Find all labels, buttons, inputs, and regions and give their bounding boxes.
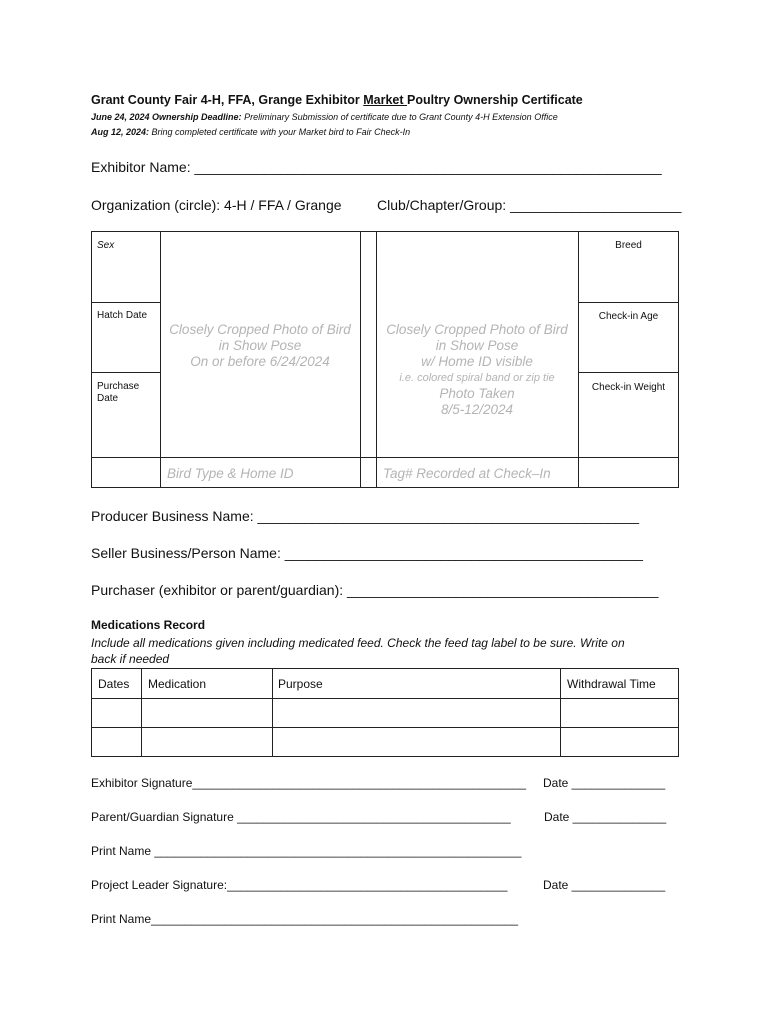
hatch-date-label: Hatch Date bbox=[97, 310, 148, 321]
medications-heading: Medications Record bbox=[91, 618, 206, 632]
medications-instructions-1: Include all medications given including medicated feed. Check the feed tag label to be sure. Write on bbox=[91, 636, 625, 650]
exhibitor-date-field[interactable]: Date ______________ bbox=[543, 776, 666, 790]
purchaser-field[interactable]: Purchaser (exhibitor or parent/guardian): ________________________________________ bbox=[91, 582, 659, 598]
tag-number-field[interactable]: Tag# Recorded at Check–In bbox=[383, 466, 551, 481]
checkin-age-label: Check-in Age bbox=[598, 311, 659, 322]
project-leader-signature-field[interactable]: Project Leader Signature:__________________________________________ bbox=[91, 878, 508, 892]
checkin-weight-label: Check-in Weight bbox=[591, 382, 666, 393]
column-header-withdrawal-time: Withdrawal Time bbox=[567, 677, 656, 691]
column-header-dates: Dates bbox=[98, 677, 130, 691]
project-leader-date-field[interactable]: Date ______________ bbox=[543, 878, 666, 892]
exhibitor-signature-field[interactable]: Exhibitor Signature__________________________________________________ bbox=[91, 776, 527, 790]
column-header-purpose: Purpose bbox=[278, 677, 323, 691]
purchase-date-label: Purchase Date bbox=[97, 381, 140, 404]
certificate-title: Grant County Fair 4-H, FFA, Grange Exhibitor Market Poultry Ownership Certificate bbox=[91, 93, 583, 107]
table-cell[interactable] bbox=[561, 699, 678, 727]
deadline-note-1: June 24, 2024 Ownership Deadline: Preliminary Submission of certificate due to Grant County 4-H Extension Office bbox=[91, 112, 558, 122]
organization-field[interactable]: Organization (circle): 4-H / FFA / Grange bbox=[91, 197, 342, 213]
medications-instructions-2: back if needed bbox=[91, 652, 170, 666]
table-cell[interactable] bbox=[142, 699, 271, 727]
bird-photo-grid bbox=[91, 231, 679, 488]
column-header-medication: Medication bbox=[148, 677, 207, 691]
producer-business-field[interactable]: Producer Business Name: _________________________________________________ bbox=[91, 508, 640, 524]
parent-date-field[interactable]: Date ______________ bbox=[544, 810, 667, 824]
table-cell[interactable] bbox=[273, 699, 559, 727]
bird-type-home-id-field[interactable]: Bird Type & Home ID bbox=[167, 466, 294, 481]
print-name-field-2[interactable]: Print Name_______________________________________________________ bbox=[91, 912, 519, 926]
parent-signature-field[interactable]: Parent/Guardian Signature _________________________________________ bbox=[91, 810, 511, 824]
photo-placeholder-preliminary[interactable]: Closely Cropped Photo of Bird in Show Pose On or before 6/24/2024 bbox=[169, 322, 351, 369]
medications-table bbox=[91, 668, 679, 757]
breed-label: Breed bbox=[615, 240, 642, 251]
exhibitor-name-field[interactable]: Exhibitor Name: ____________________________________________________________ bbox=[91, 159, 662, 175]
table-cell[interactable] bbox=[92, 699, 140, 727]
club-field[interactable]: Club/Chapter/Group: ______________________ bbox=[377, 197, 682, 213]
deadline-note-2: Aug 12, 2024: Bring completed certificate with your Market bird to Fair Check-In bbox=[91, 127, 411, 137]
sex-label: Sex bbox=[97, 240, 115, 251]
print-name-field-1[interactable]: Print Name _______________________________________________________ bbox=[91, 844, 522, 858]
photo-placeholder-fair[interactable]: Closely Cropped Photo of Bird in Show Pose w/ Home ID visible i.e. colored spiral band or zip tie Photo Taken 8/5-12/2024 bbox=[386, 322, 568, 417]
seller-field[interactable]: Seller Business/Person Name: ______________________________________________ bbox=[91, 545, 643, 561]
